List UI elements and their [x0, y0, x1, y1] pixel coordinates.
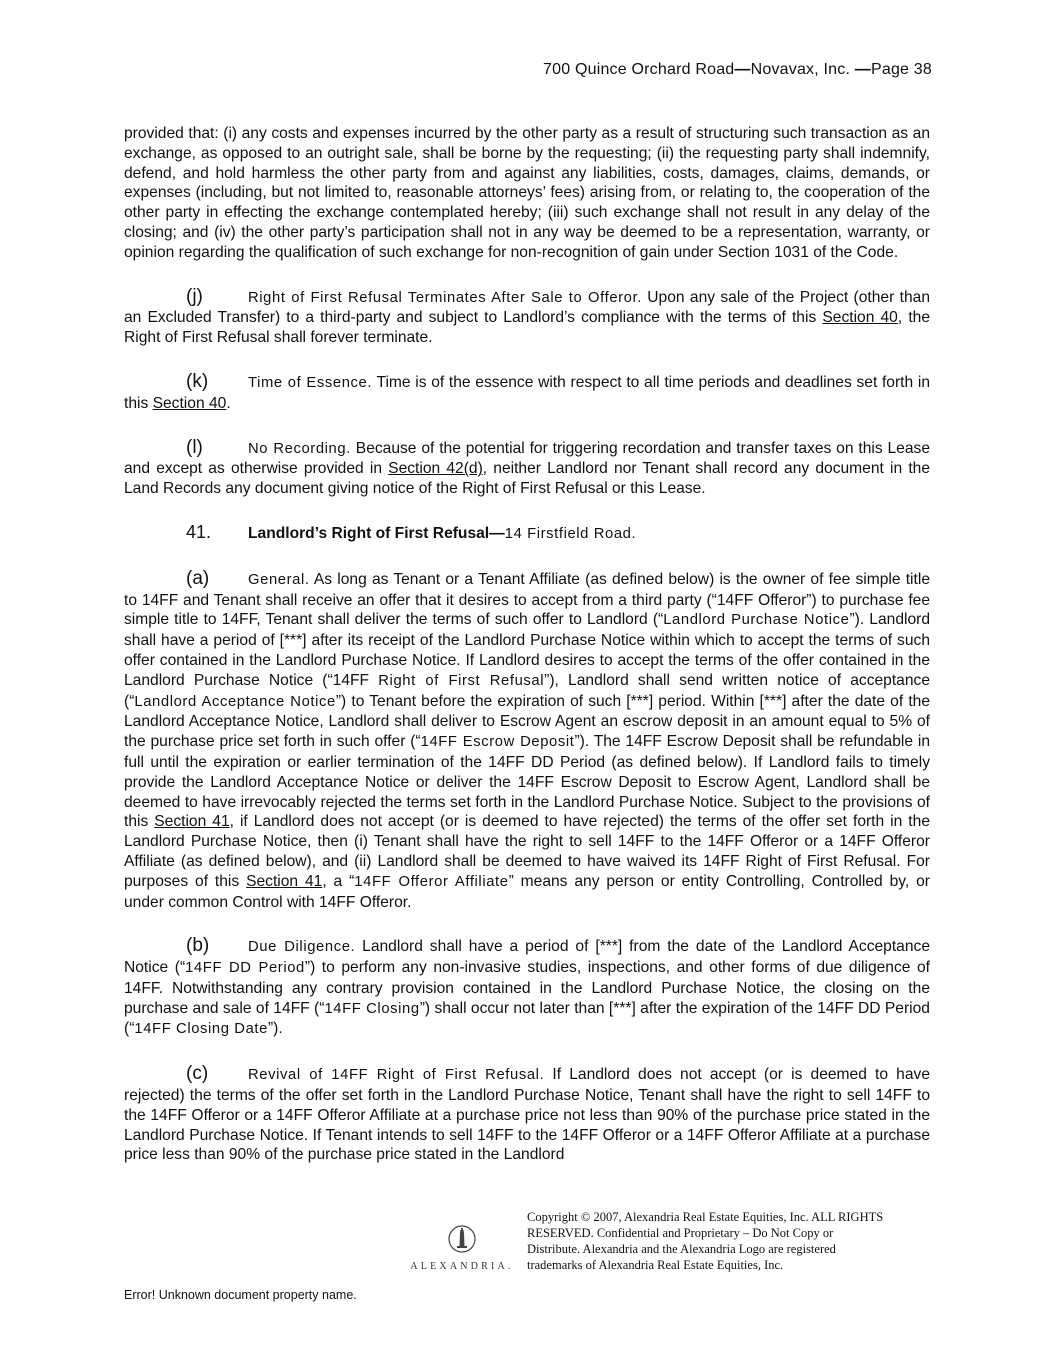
- defined-term: 14FF DD Period: [185, 960, 305, 977]
- section-reference-link[interactable]: Section 40: [152, 394, 227, 412]
- paragraph-heading: Right of First Refusal Terminates After Sale to Offeror.: [248, 289, 642, 306]
- paragraph-text: ”) to perform any non-invasive studies, inspections, and other forms of due diligence of 14FF. Notwithstanding any contrary provision contained in the Landlord Purchase Notice, the closing on the purchase and sale of 14FF (“: [124, 959, 930, 1017]
- paragraph-text: .: [226, 394, 231, 412]
- paragraph-text: ”), Landlord shall send written notice of acceptance (“: [124, 671, 930, 710]
- paragraph-heading: No Recording.: [248, 440, 351, 457]
- paragraph-heading: Time of Essence.: [248, 374, 373, 391]
- paragraph-text: ”). The 14FF Escrow Deposit shall be refundable in full until the expiration or earlier termination of the 14FF DD Period (as defined below). If Landlord fails to timely provide the Landlord Acceptance Notice or deliver the 14FF Escrow Deposit to Escrow Agent, Landlord shall be deemed to have irrevocably rejected the terms set forth in the Landlord Purchase Notice. Subject to the provisions of this: [124, 733, 930, 831]
- section-reference-link[interactable]: Section 40: [822, 309, 898, 327]
- paragraph-c: [124, 1064, 930, 1165]
- header-dash: —: [734, 61, 751, 78]
- defined-term: 14FF Offeror Affiliate: [354, 873, 509, 890]
- paragraph-b: [124, 936, 930, 1040]
- defined-term: Landlord Purchase Notice: [663, 612, 850, 629]
- page-header: [543, 61, 932, 79]
- paragraph-heading: Revival of 14FF Right of First Refusal.: [248, 1067, 545, 1084]
- document-body: [124, 124, 930, 1189]
- defined-term: 14FF Escrow Deposit: [420, 734, 575, 751]
- paragraph-marker: (k): [186, 370, 209, 392]
- paragraph-text: , neither Landlord nor Tenant shall record any document in the Land Records any document giving notice of the Right of First Refusal or this Lease.: [124, 460, 930, 498]
- section-title: Landlord’s Right of First Refusal—: [248, 524, 505, 542]
- paragraph-text: ” means any person or entity Controlling, Controlled by, or under common Control with 14FF Offeror.: [124, 872, 930, 911]
- paragraph-text: ”) to Tenant before the expiration of such [***] period. Within [***] after the date of the Landlord Acceptance Notice, Landlord shall deliver to Escrow Agent an escrow deposit in an amount equal to 5% of the purchase price set forth in such offer (“: [124, 692, 930, 751]
- paragraph-text: Time is of the essence with respect to all time periods and deadlines set forth in this: [124, 373, 931, 412]
- paragraph-text: , the Right of First Refusal shall forever terminate.: [124, 309, 930, 347]
- section-41-heading: [124, 523, 930, 545]
- paragraph-text: ”).: [267, 1020, 283, 1038]
- paragraph-heading: Due Diligence.: [248, 939, 356, 956]
- paragraph-marker: (a): [186, 567, 210, 589]
- section-subtitle: 14 Firstfield Road.: [504, 525, 637, 542]
- paragraph-intro: provided that: (i) any costs and expenses incurred by the other party as a result of structuring such transaction as an exchange, as opposed to an outright sale, shall be borne by the requesting; (ii) the requesting party shall indemnify, defend, and hold harmless the other party from and against any liabilities, costs, damages, claims, demands, or expenses (including, but not limited to, reasonable attorneys’ fees) arising from, or relating to, the cooperation of the other party in effecting the exchange contemplated hereby; (iii) such exchange shall not result in any delay of the closing; and (iv) the other party’s participation shall not in any way be deemed to be a representation, warranty, or opinion regarding the qualification of such exchange for non-recognition of gain under Section 1031 of the Code.: [124, 125, 930, 261]
- paragraph-l: [124, 438, 930, 499]
- alexandria-emblem-icon: [445, 1224, 479, 1254]
- paragraph-marker: (b): [186, 935, 210, 957]
- paragraph-text: As long as Tenant or a Tenant Affiliate (as defined below) is the owner of fee simple title to 14FF and Tenant shall receive an offer that it desires to accept from a third party (“14FF Offeror”) to purchase fee simple title to 14FF, Tenant shall deliver the terms of such offer to Landlord (“: [124, 570, 930, 629]
- paragraph-heading: General.: [248, 571, 310, 588]
- paragraph-k: [124, 372, 930, 414]
- paragraph-text: Upon any sale of the Project (other than an Excluded Transfer) to a third-party and subject to Landlord’s compliance with the terms of this: [124, 288, 930, 327]
- paragraph-j: [124, 287, 930, 348]
- paragraph-a: [124, 569, 930, 913]
- defined-term: Landlord Acceptance Notice: [134, 693, 336, 710]
- document-property-error: Error! Unknown document property name.: [124, 1288, 357, 1302]
- paragraph-marker: (j): [186, 285, 203, 307]
- copyright-notice: Copyright © 2007, Alexandria Real Estate Equities, Inc. ALL RIGHTS RESERVED. Confidential and Proprietary – Do Not Copy or Distribute. Alexandria and the Alexandria Logo are registered trademarks of Alexandria Real Estate Equities, Inc.: [527, 1210, 884, 1272]
- section-reference-link[interactable]: Section 42(d): [388, 460, 483, 478]
- paragraph-text: , a “: [322, 872, 355, 890]
- defined-term: 14FF Closing Date: [134, 1021, 268, 1038]
- defined-term: 14FF Closing: [324, 1000, 420, 1017]
- section-reference-link[interactable]: Section 41: [246, 872, 323, 890]
- header-dash: —: [854, 61, 871, 78]
- header-company: Novavax, Inc.: [750, 61, 855, 78]
- header-page-number: Page 38: [870, 61, 932, 78]
- paragraph-marker: (c): [186, 1063, 209, 1085]
- section-reference-link[interactable]: Section 41: [154, 813, 230, 831]
- paragraph-text: ”) shall occur not later than [***] after the expiration of the 14FF DD Period (“: [124, 999, 930, 1038]
- alexandria-logo: [406, 1224, 518, 1272]
- paragraph-marker: (l): [186, 436, 203, 458]
- defined-term: Right of First Refusal: [378, 672, 545, 689]
- paragraph-text: If Landlord does not accept (or is deemed to have rejected) the terms of the offer set forth in the Landlord Purchase Notice, Tenant shall have the right to sell 14FF to the 14FF Offeror or a 14FF Offeror Affiliate at a purchase price not less than 90% of the purchase price stated in the Landlord Purchase Notice. If Tenant intends to sell 14FF to the 14FF Offeror or a 14FF Offeror Affiliate at a purchase price less than 90% of the purchase price stated in the Landlord: [124, 1066, 930, 1164]
- paragraph-text: Landlord shall have a period of [***] from the date of the Landlord Acceptance Notice (“: [124, 938, 930, 977]
- paragraph-text: , if Landlord does not accept (or is deemed to have rejected) the terms of the offer set forth in the Landlord Purchase Notice, then (i) Tenant shall have the right to sell 14FF to the 14FF Offeror or a 14FF Offeror Affiliate (as defined below), and (ii) Landlord shall be deemed to have waived its 14FF Right of First Refusal. For purposes of this: [124, 813, 930, 890]
- paragraph-text: Because of the potential for triggering recordation and transfer taxes on this Lease and except as otherwise provided in: [124, 439, 930, 478]
- header-address: 700 Quince Orchard Road: [543, 61, 735, 78]
- logo-wordmark: ALEXANDRIA.: [410, 1261, 514, 1272]
- section-number: 41.: [186, 521, 212, 542]
- paragraph-text: ”). Landlord shall have a period of [***] after its receipt of the Landlord Purchase Notice within which to accept the terms of such offer contained in the Landlord Purchase Notice. If Landlord desires to accept the terms of the offer contained in the Landlord Purchase Notice (“14FF: [124, 611, 931, 689]
